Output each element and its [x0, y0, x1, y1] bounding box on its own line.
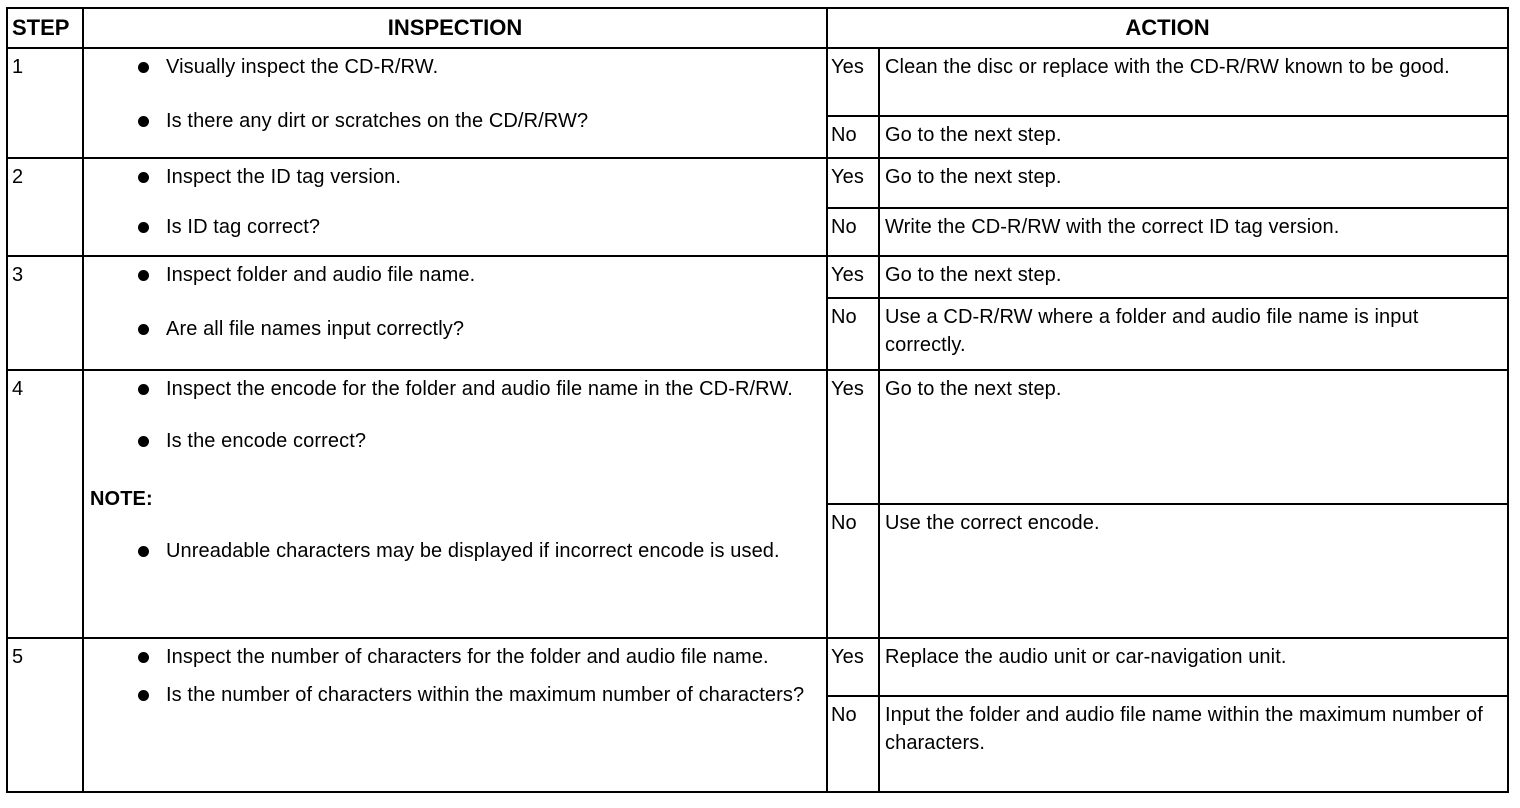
- table-row-step-1-yes: [7, 48, 1508, 116]
- inspection-header: INSPECTION: [83, 8, 827, 48]
- no-action: Write the CD-R/RW with the correct ID tag version.: [879, 208, 1508, 256]
- step-number: 2: [7, 158, 83, 256]
- inspection-bullet: Is there any dirt or scratches on the CD/R/RW?: [90, 107, 818, 135]
- inspection-cell: [83, 48, 827, 158]
- no-label: No: [827, 696, 879, 792]
- yes-label: Yes: [827, 370, 879, 504]
- inspection-cell: [83, 158, 827, 256]
- yes-label: Yes: [827, 638, 879, 696]
- inspection-cell: [83, 370, 827, 638]
- step-number: 1: [7, 48, 83, 158]
- yes-label: Yes: [827, 256, 879, 298]
- step-number: 5: [7, 638, 83, 792]
- yes-action: Replace the audio unit or car-navigation unit.: [879, 638, 1508, 696]
- inspection-bullet: Visually inspect the CD-R/RW.: [90, 53, 818, 81]
- yes-action: Clean the disc or replace with the CD-R/RW known to be good.: [879, 48, 1508, 116]
- inspection-bullet: Inspect the ID tag version.: [90, 163, 818, 191]
- note-bullet: Unreadable characters may be displayed if incorrect encode is used.: [90, 537, 818, 565]
- step-header: STEP: [7, 8, 83, 48]
- table-row-step-4-yes: [7, 370, 1508, 504]
- no-label: No: [827, 504, 879, 638]
- action-header: ACTION: [827, 8, 1508, 48]
- yes-label: Yes: [827, 48, 879, 116]
- no-action: Use the correct encode.: [879, 504, 1508, 638]
- yes-action: Go to the next step.: [879, 256, 1508, 298]
- step-number: 3: [7, 256, 83, 370]
- inspection-cell: [83, 638, 827, 792]
- inspection-bullet: Are all file names input correctly?: [90, 315, 818, 343]
- inspection-bullet: Is the encode correct?: [90, 427, 818, 455]
- inspection-bullet: Inspect folder and audio file name.: [90, 261, 818, 289]
- inspection-cell: [83, 256, 827, 370]
- yes-action: Go to the next step.: [879, 158, 1508, 208]
- inspection-bullet: Is the number of characters within the maximum number of characters?: [90, 681, 818, 709]
- yes-label: Yes: [827, 158, 879, 208]
- yes-action: Go to the next step.: [879, 370, 1508, 504]
- no-action: Input the folder and audio file name within the maximum number of characters.: [879, 696, 1508, 792]
- table-row-step-2-yes: [7, 158, 1508, 208]
- note-label: NOTE:: [90, 488, 153, 510]
- inspection-bullet: Inspect the number of characters for the folder and audio file name.: [90, 643, 818, 671]
- no-action: Use a CD-R/RW where a folder and audio file name is input correctly.: [879, 298, 1508, 370]
- step-number: 4: [7, 370, 83, 638]
- no-label: No: [827, 116, 879, 158]
- table-row-step-3-yes: [7, 256, 1508, 298]
- header-row: [7, 8, 1508, 48]
- inspection-bullet: Is ID tag correct?: [90, 213, 818, 241]
- no-label: No: [827, 298, 879, 370]
- no-label: No: [827, 208, 879, 256]
- inspection-bullet: Inspect the encode for the folder and audio file name in the CD-R/RW.: [90, 375, 818, 403]
- table-row-step-5-yes: [7, 638, 1508, 696]
- no-action: Go to the next step.: [879, 116, 1508, 158]
- troubleshooting-table: [6, 7, 1509, 793]
